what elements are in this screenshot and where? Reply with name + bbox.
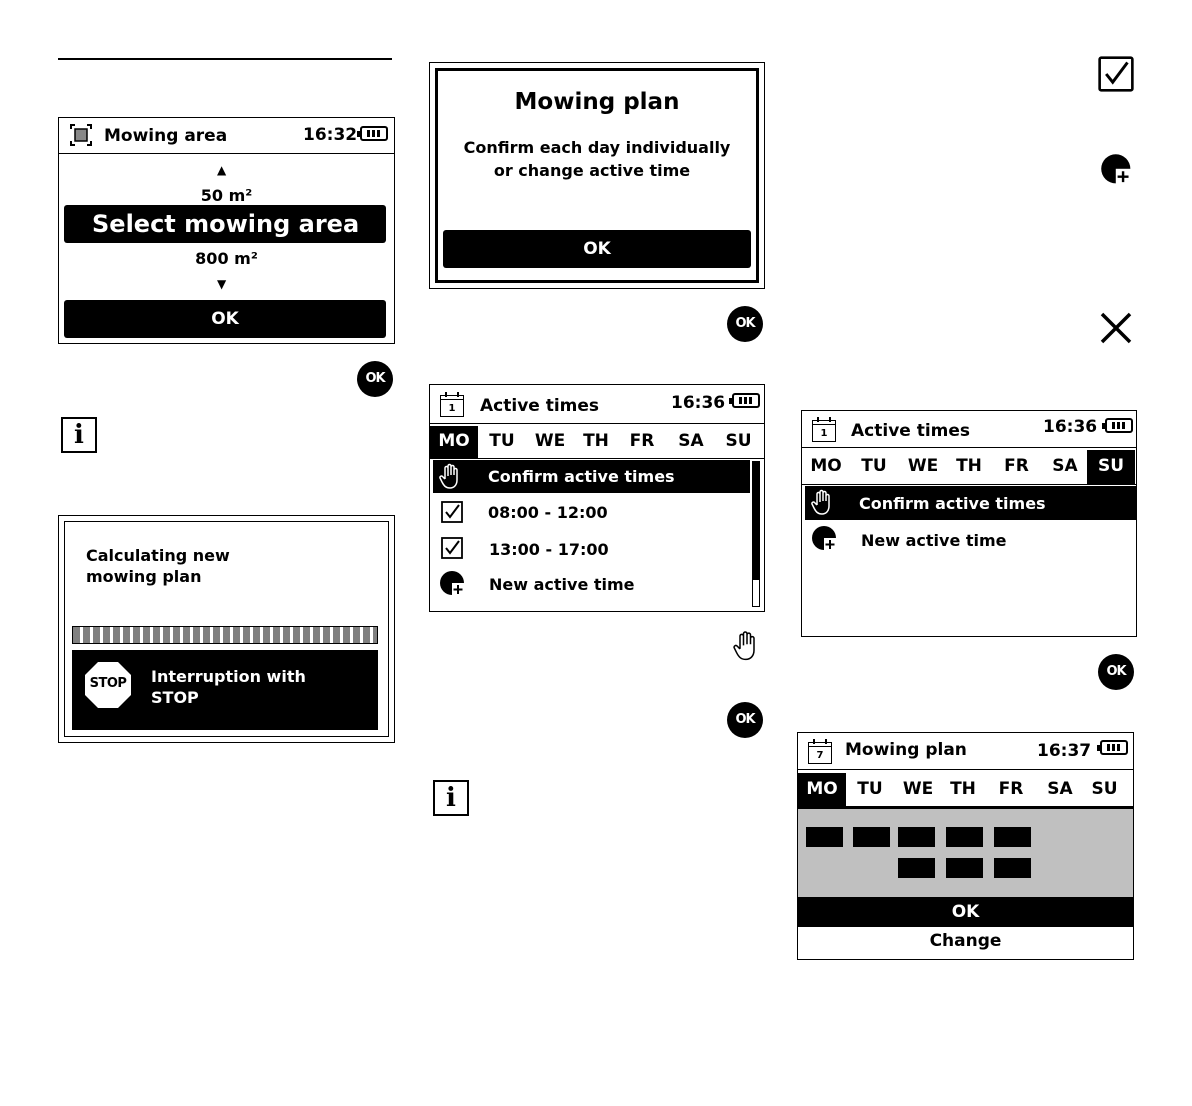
info-glyph: i	[446, 783, 456, 813]
ok-key-icon: OK	[727, 306, 763, 342]
tab-tu[interactable]: TU	[489, 431, 515, 451]
page-title: Mowing plan	[845, 740, 967, 760]
tab-th[interactable]: TH	[583, 431, 609, 451]
screen-header	[430, 385, 764, 424]
screen-header	[802, 411, 1136, 448]
rule-line	[58, 58, 392, 60]
plan-block-fr-2	[994, 858, 1031, 878]
page-title: Mowing area	[104, 126, 228, 146]
new-active-time-label: New active time	[489, 575, 635, 594]
tab-fr[interactable]: FR	[998, 779, 1024, 799]
new-active-time-row[interactable]	[433, 568, 750, 600]
info-icon	[61, 417, 97, 453]
interrupt-line2: STOP	[151, 688, 199, 707]
ok-key-icon: OK	[357, 361, 393, 397]
clock: 16:36	[671, 393, 726, 413]
confirm-active-times-row[interactable]	[805, 486, 1136, 520]
checkbox-checked-icon	[441, 537, 463, 559]
page-title: Active times	[480, 396, 600, 416]
dialog-message-line1: Confirm each day individually	[463, 138, 731, 157]
new-active-time-label: New active time	[861, 531, 1007, 550]
plan-block-fr-1	[994, 827, 1031, 847]
tab-mo[interactable]: MO	[430, 426, 478, 458]
tab-we[interactable]: WE	[534, 431, 566, 451]
ok-key-icon: OK	[1098, 654, 1134, 690]
clock-plus-icon	[1100, 153, 1134, 187]
day-tabs	[798, 773, 1133, 806]
plan-block-we-2	[898, 858, 935, 878]
clock: 16:36	[1043, 417, 1098, 437]
checkbox-checked-icon	[1098, 56, 1134, 92]
tab-mo[interactable]: MO	[810, 456, 842, 476]
mowing-area-screen	[58, 117, 395, 344]
confirm-label: Confirm active times	[859, 494, 1046, 513]
stop-panel	[72, 650, 378, 730]
scrollbar-thumb[interactable]	[753, 462, 759, 580]
calculating-screen	[58, 515, 395, 743]
dialog-ok-button[interactable]: OK	[443, 230, 751, 268]
value-below: 800 m²	[195, 249, 258, 268]
screen-header	[798, 733, 1133, 770]
plan-ok-button[interactable]: OK	[798, 897, 1133, 927]
calendar-icon: 7	[808, 742, 832, 764]
stop-sign-label: STOP	[89, 676, 127, 691]
plan-block-we-1	[898, 827, 935, 847]
info-glyph: i	[74, 420, 84, 450]
scrollbar[interactable]	[752, 461, 760, 607]
screen-header	[59, 118, 394, 154]
clock-plus-icon	[439, 570, 467, 598]
clock-plus-icon	[811, 525, 839, 553]
active-times-su-screen	[801, 410, 1137, 637]
scroll-up-arrow[interactable]: ▲	[217, 163, 227, 177]
hand-icon	[439, 463, 463, 490]
info-icon	[433, 780, 469, 816]
tab-sa[interactable]: SA	[1047, 779, 1073, 799]
clock: 16:32	[303, 125, 358, 145]
battery-icon	[1100, 740, 1128, 755]
mowing-area-icon	[69, 123, 93, 147]
tab-su[interactable]: SU	[725, 431, 752, 451]
day-tabs	[802, 450, 1136, 485]
tab-tu[interactable]: TU	[857, 779, 883, 799]
plan-block-tu-1	[853, 827, 890, 847]
value-above: 50 m²	[200, 186, 253, 205]
tab-su[interactable]: SU	[1087, 450, 1135, 484]
calc-title-line2: mowing plan	[86, 567, 202, 586]
plan-block-mo-1	[806, 827, 843, 847]
mowing-plan-screen	[797, 732, 1134, 960]
plan-block-th-2	[946, 858, 983, 878]
hand-icon	[811, 489, 835, 516]
time-slot-label: 13:00 - 17:00	[489, 540, 609, 559]
tab-we[interactable]: WE	[907, 456, 939, 476]
checkbox-checked-icon	[441, 501, 463, 523]
dialog-message-line2: or change active time	[493, 161, 691, 180]
plan-change-button[interactable]: Change	[929, 931, 1002, 951]
tab-su[interactable]: SU	[1091, 779, 1118, 799]
tab-sa[interactable]: SA	[678, 431, 704, 451]
scroll-down-arrow[interactable]: ▼	[217, 277, 227, 291]
battery-icon	[360, 126, 388, 141]
calendar-icon: 1	[440, 395, 464, 417]
tab-th[interactable]: TH	[950, 779, 976, 799]
active-time-row[interactable]	[433, 498, 750, 528]
tab-mo[interactable]: MO	[798, 773, 846, 806]
mowing-plan-dialog	[429, 62, 765, 289]
hand-icon	[733, 628, 761, 664]
calc-title-line1: Calculating new	[86, 546, 230, 565]
battery-icon	[732, 393, 760, 408]
clock: 16:37	[1037, 741, 1092, 761]
confirm-label: Confirm active times	[488, 467, 675, 486]
plan-block-th-1	[946, 827, 983, 847]
new-active-time-row[interactable]	[805, 523, 1136, 555]
ok-button[interactable]: OK	[64, 300, 386, 338]
dialog-title: Mowing plan	[514, 89, 680, 115]
close-icon	[1099, 311, 1133, 345]
tab-we[interactable]: WE	[902, 779, 934, 799]
interrupt-line1: Interruption with	[151, 667, 306, 686]
plan-grid	[798, 809, 1133, 897]
selected-option[interactable]: Select mowing area	[64, 205, 386, 243]
tab-tu[interactable]: TU	[861, 456, 887, 476]
tab-th[interactable]: TH	[956, 456, 982, 476]
calendar-icon: 1	[812, 420, 836, 442]
tab-fr[interactable]: FR	[1004, 456, 1029, 476]
page-title: Active times	[851, 421, 971, 441]
day-tabs	[430, 426, 764, 459]
active-times-mo-screen	[429, 384, 765, 612]
time-slot-label: 08:00 - 12:00	[488, 503, 608, 522]
tab-sa[interactable]: SA	[1052, 456, 1078, 476]
active-time-row[interactable]	[433, 534, 750, 564]
confirm-active-times-row[interactable]	[433, 460, 750, 493]
battery-icon	[1105, 418, 1133, 433]
tab-fr[interactable]: FR	[629, 431, 655, 451]
ok-key-icon: OK	[727, 702, 763, 738]
progress-bar	[72, 626, 378, 644]
